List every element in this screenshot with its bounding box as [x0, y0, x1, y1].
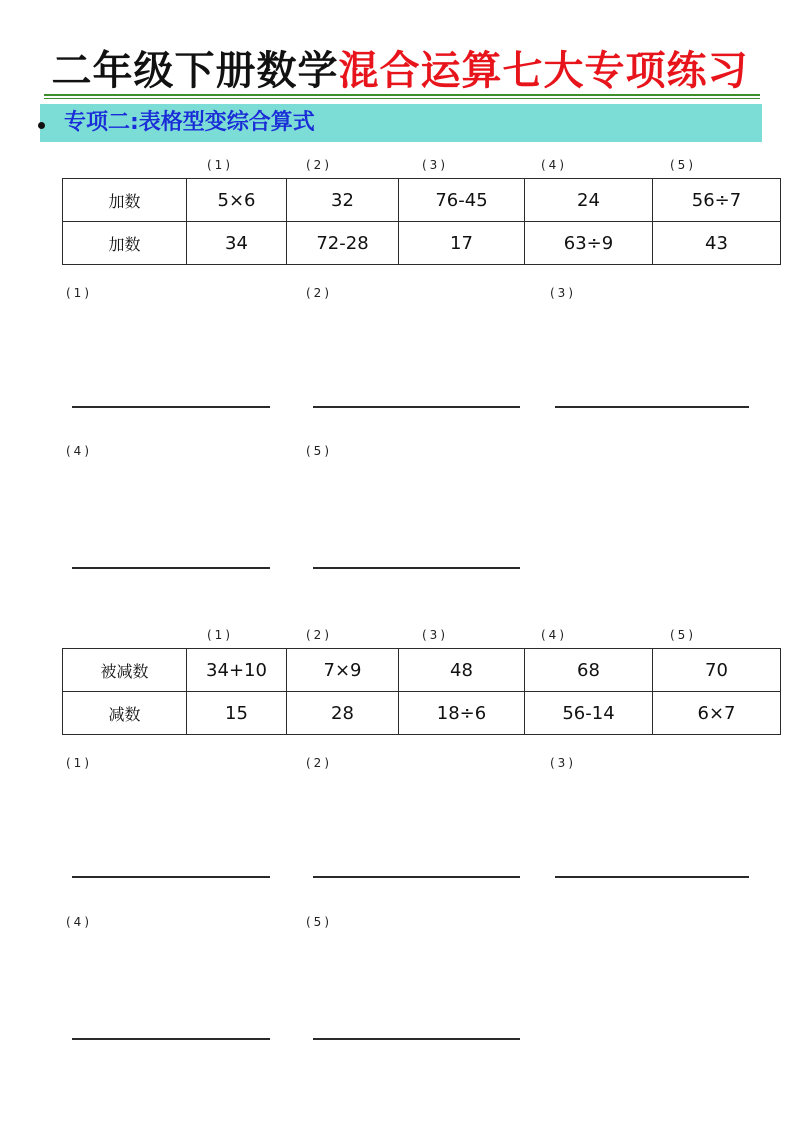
answer-line-2[interactable]	[313, 406, 520, 408]
table-row	[63, 222, 781, 265]
table1-column-labels	[0, 158, 800, 176]
table2-col-label-3: (3)	[422, 628, 448, 642]
title-grade: 二年级下册数学	[51, 48, 339, 94]
title-underline	[44, 94, 760, 96]
table-cell: 68	[525, 649, 653, 692]
table2-col-label-2: (2)	[306, 628, 332, 642]
answer-line-2[interactable]	[313, 876, 520, 878]
table-cell: 76-45	[399, 179, 525, 222]
table-cell: 28	[287, 692, 399, 735]
answer-line-4[interactable]	[72, 567, 270, 569]
table1-col-label-3: (3)	[422, 158, 448, 172]
table2-column-labels	[0, 628, 800, 646]
answer-label-4: (4)	[66, 444, 92, 458]
table-row	[63, 179, 781, 222]
table2	[62, 648, 781, 735]
table2-col-label-5: (5)	[670, 628, 696, 642]
table-cell: 32	[287, 179, 399, 222]
table-cell: 34+10	[187, 649, 287, 692]
answer-label-5: (5)	[306, 444, 332, 458]
answer-line-3[interactable]	[555, 406, 749, 408]
row-header: 加数	[63, 179, 187, 222]
answer-label-2: (2)	[306, 756, 332, 770]
bullet-dot	[38, 122, 45, 129]
answer-label-4: (4)	[66, 915, 92, 929]
table-cell: 7×9	[287, 649, 399, 692]
table-cell: 6×7	[653, 692, 781, 735]
answer-line-1[interactable]	[72, 876, 270, 878]
table-cell: 56÷7	[653, 179, 781, 222]
answer-line-1[interactable]	[72, 406, 270, 408]
table-cell: 34	[187, 222, 287, 265]
table-cell: 17	[399, 222, 525, 265]
table-row	[63, 692, 781, 735]
answer-label-1: (1)	[66, 286, 92, 300]
table1-col-label-5: (5)	[670, 158, 696, 172]
answer-label-2: (2)	[306, 286, 332, 300]
table-cell: 72-28	[287, 222, 399, 265]
answer-label-3: (3)	[550, 756, 576, 770]
row-header: 被减数	[63, 649, 187, 692]
table1	[62, 178, 781, 265]
table-cell: 18÷6	[399, 692, 525, 735]
table-cell: 56-14	[525, 692, 653, 735]
table-cell: 15	[187, 692, 287, 735]
answer-line-3[interactable]	[555, 876, 749, 878]
section-title: 专项二:表格型变综合算式	[64, 110, 315, 135]
table-row	[63, 649, 781, 692]
table2-col-label-1: (1)	[207, 628, 233, 642]
answer-label-3: (3)	[550, 286, 576, 300]
table1-col-label-4: (4)	[541, 158, 567, 172]
table-cell: 63÷9	[525, 222, 653, 265]
table-cell: 70	[653, 649, 781, 692]
table1-col-label-2: (2)	[306, 158, 332, 172]
answer-label-1: (1)	[66, 756, 92, 770]
table-cell: 48	[399, 649, 525, 692]
row-header: 加数	[63, 222, 187, 265]
table1-col-label-1: (1)	[207, 158, 233, 172]
title-topic: 混合运算七大专项练习	[338, 48, 749, 94]
table-cell: 24	[525, 179, 653, 222]
table-cell: 5×6	[187, 179, 287, 222]
table-cell: 43	[653, 222, 781, 265]
answer-line-5[interactable]	[313, 1038, 520, 1040]
title-underline-thin	[44, 98, 760, 99]
row-header: 减数	[63, 692, 187, 735]
answer-label-5: (5)	[306, 915, 332, 929]
table2-col-label-4: (4)	[541, 628, 567, 642]
page-title	[0, 46, 800, 96]
answer-line-4[interactable]	[72, 1038, 270, 1040]
answer-line-5[interactable]	[313, 567, 520, 569]
